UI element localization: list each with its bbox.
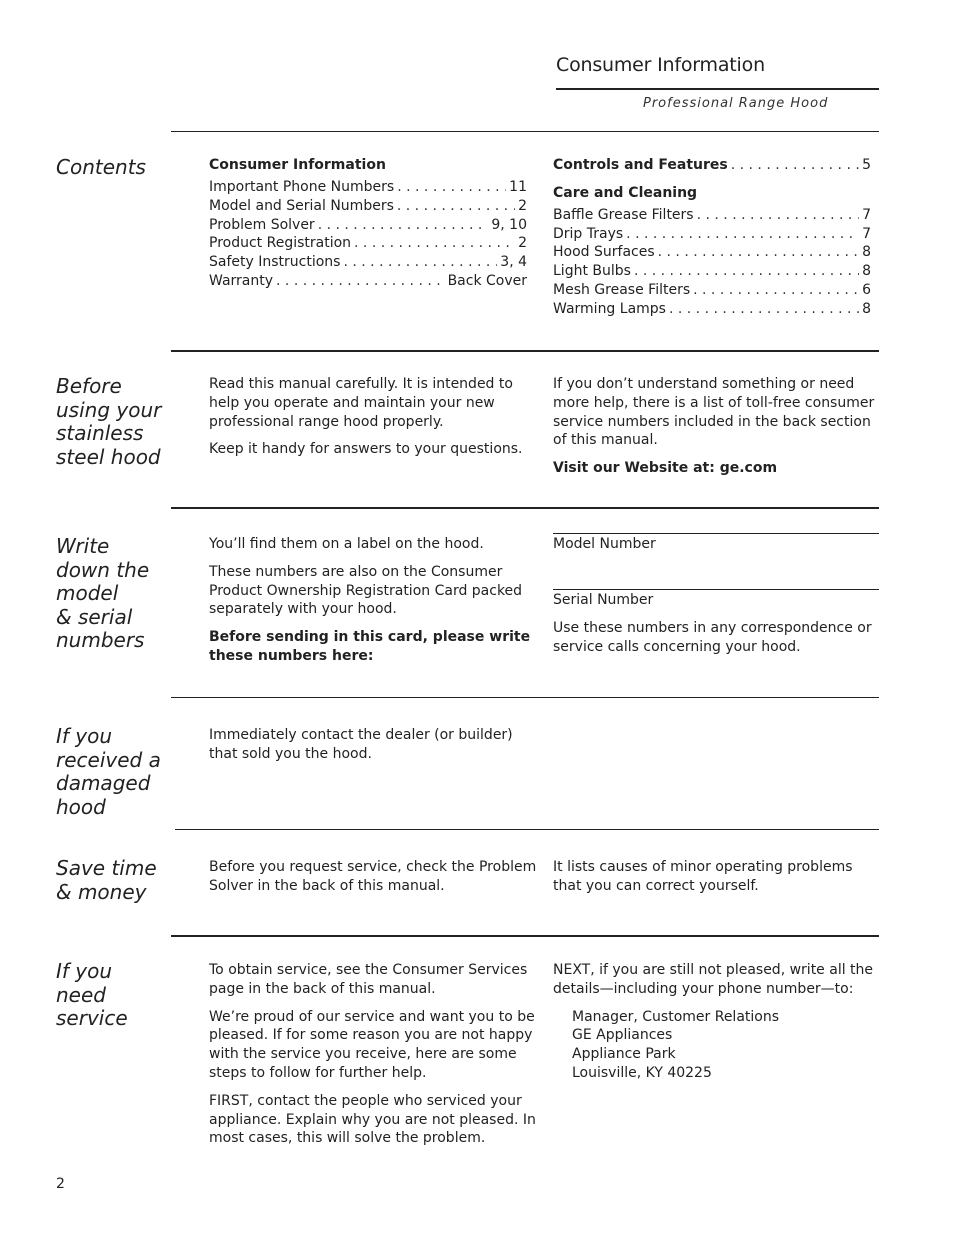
toc-entry-page: 11	[509, 179, 527, 195]
dot-leader	[697, 206, 859, 225]
model-serial-note: Use these numbers in any correspondence or service calls concerning your hood.	[553, 620, 872, 655]
dot-leader	[634, 262, 859, 281]
section-divider	[175, 829, 879, 830]
section-divider	[171, 935, 879, 937]
serial-number-label: Serial Number	[553, 592, 654, 608]
section-title-before-using: Before using your stainless steel hood	[56, 374, 162, 469]
toc-entry-label: Warranty	[209, 272, 274, 289]
section-title-contents: Contents	[56, 155, 146, 179]
toc-entry-page: 7	[862, 206, 871, 223]
header-divider	[556, 88, 879, 90]
save-time-left: Before you request service, check the Problem Solver in the back of this manual.	[209, 859, 537, 894]
dot-leader	[626, 225, 859, 244]
website-link[interactable]: Visit our Website at: ge.com	[553, 460, 778, 477]
need-service-right-column	[553, 961, 879, 1083]
toc-entry-page: 9, 10	[491, 216, 527, 233]
mailing-address	[553, 1008, 879, 1083]
dot-leader	[397, 197, 515, 216]
paragraph: You’ll find them on a label on the hood.	[209, 536, 484, 552]
page-header-title: Consumer Information	[556, 54, 765, 76]
address-line: Appliance Park	[572, 1046, 676, 1063]
toc-entry[interactable]	[209, 234, 527, 253]
section-divider	[171, 507, 879, 509]
section-title-model-serial: Write down the model & serial numbers	[56, 534, 150, 652]
toc-entry-page: 2	[518, 197, 527, 214]
section-title-need-service: If you need service	[56, 959, 128, 1030]
toc-entry[interactable]	[209, 253, 527, 272]
toc-heading: Care and Cleaning	[553, 184, 698, 201]
section-divider	[171, 131, 879, 132]
toc-entry-page: 8	[862, 263, 871, 280]
paragraph: FIRST, contact the people who serviced your appliance. Explain why you are not pleased. In most cases, this will solve the problem.	[209, 1092, 536, 1147]
dot-leader	[669, 300, 859, 319]
paragraph: These numbers are also on the Consumer Product Ownership Registration Card packed separately with your hood.	[209, 563, 523, 618]
toc-entry[interactable]	[209, 178, 527, 197]
section-divider	[171, 350, 879, 352]
serial-number-field[interactable]	[553, 589, 879, 590]
toc-entry[interactable]	[209, 272, 527, 291]
model-number-label: Model Number	[553, 536, 656, 552]
section-title-damaged: If you received a damaged hood	[56, 724, 161, 819]
toc-right-column	[553, 156, 871, 319]
section-title-save-time: Save time & money	[56, 856, 157, 904]
toc-entry-label: Model and Serial Numbers	[209, 197, 394, 214]
need-service-left-column	[209, 961, 541, 1157]
before-using-left-column	[209, 375, 539, 468]
toc-entry[interactable]	[209, 216, 527, 235]
dot-leader	[397, 178, 506, 197]
page-number: 2	[56, 1176, 65, 1192]
toc-entry-page: 6	[862, 281, 871, 298]
model-number-field[interactable]	[553, 533, 879, 534]
dot-leader	[276, 272, 445, 291]
dot-leader	[318, 216, 489, 235]
address-line: Manager, Customer Relations	[572, 1008, 780, 1025]
dot-leader	[343, 253, 497, 272]
before-using-right-column	[553, 375, 879, 487]
toc-entry-label: Baffle Grease Filters	[553, 206, 694, 223]
address-line: Louisville, KY 40225	[572, 1064, 712, 1081]
dot-leader	[731, 156, 859, 175]
toc-entry-page: 2	[518, 235, 527, 252]
toc-entry[interactable]	[553, 281, 871, 300]
toc-entry-page: 8	[862, 244, 871, 261]
toc-entry-label: Product Registration	[209, 235, 352, 252]
paragraph: Read this manual carefully. It is intended to help you operate and maintain your new professional range hood properly.	[209, 376, 513, 430]
toc-entry-label: Warming Lamps	[553, 300, 666, 317]
dot-leader	[693, 281, 859, 300]
toc-entry-page: 3, 4	[500, 254, 527, 271]
toc-entry[interactable]	[209, 197, 527, 216]
paragraph: If you don’t understand something or need more help, there is a list of toll-free consumer service numbers included in the back section of this manual.	[553, 376, 875, 449]
paragraph: NEXT, if you are still not pleased, write all the details—including your phone number—to:	[553, 962, 874, 997]
save-time-right: It lists causes of minor operating problems that you can correct yourself.	[553, 859, 853, 894]
toc-entry-page: 7	[862, 225, 871, 242]
toc-entry[interactable]	[553, 262, 871, 281]
toc-entry-label: Controls and Features	[553, 157, 728, 173]
toc-entry[interactable]	[553, 243, 871, 262]
toc-entry-label: Important Phone Numbers	[209, 179, 395, 195]
toc-entry-label: Mesh Grease Filters	[553, 281, 691, 298]
paragraph: Keep it handy for answers to your questions.	[209, 441, 523, 458]
page-header-subtitle: Professional Range Hood	[643, 96, 829, 111]
toc-entry-page: 8	[862, 300, 871, 317]
toc-entry[interactable]	[553, 206, 871, 225]
paragraph: We’re proud of our service and want you to be pleased. If for some reason you are not happy with the service you receive, here are some steps to follow for further help.	[209, 1008, 535, 1081]
paragraph: Before sending in this card, please write these numbers here:	[209, 629, 531, 664]
toc-entry-label: Drip Trays	[553, 225, 624, 242]
dot-leader	[658, 243, 859, 262]
toc-entry-label: Hood Surfaces	[553, 244, 655, 261]
address-line: GE Appliances	[572, 1027, 673, 1044]
toc-left-column	[209, 156, 527, 291]
dot-leader	[354, 234, 515, 253]
toc-entry-label: Safety Instructions	[209, 254, 341, 271]
model-serial-left-column	[209, 535, 537, 675]
toc-heading: Consumer Information	[209, 157, 386, 173]
toc-entry-page: 5	[862, 157, 871, 173]
toc-entry-page: Back Cover	[447, 272, 527, 289]
paragraph: To obtain service, see the Consumer Services page in the back of this manual.	[209, 962, 528, 997]
toc-entry[interactable]	[553, 300, 871, 319]
toc-entry[interactable]	[553, 225, 871, 244]
toc-entry-label: Problem Solver	[209, 216, 315, 233]
toc-entry[interactable]	[553, 156, 871, 175]
toc-entry-label: Light Bulbs	[553, 263, 631, 280]
section-divider	[171, 697, 879, 698]
damaged-text: Immediately contact the dealer (or builder) that sold you the hood.	[209, 727, 513, 762]
